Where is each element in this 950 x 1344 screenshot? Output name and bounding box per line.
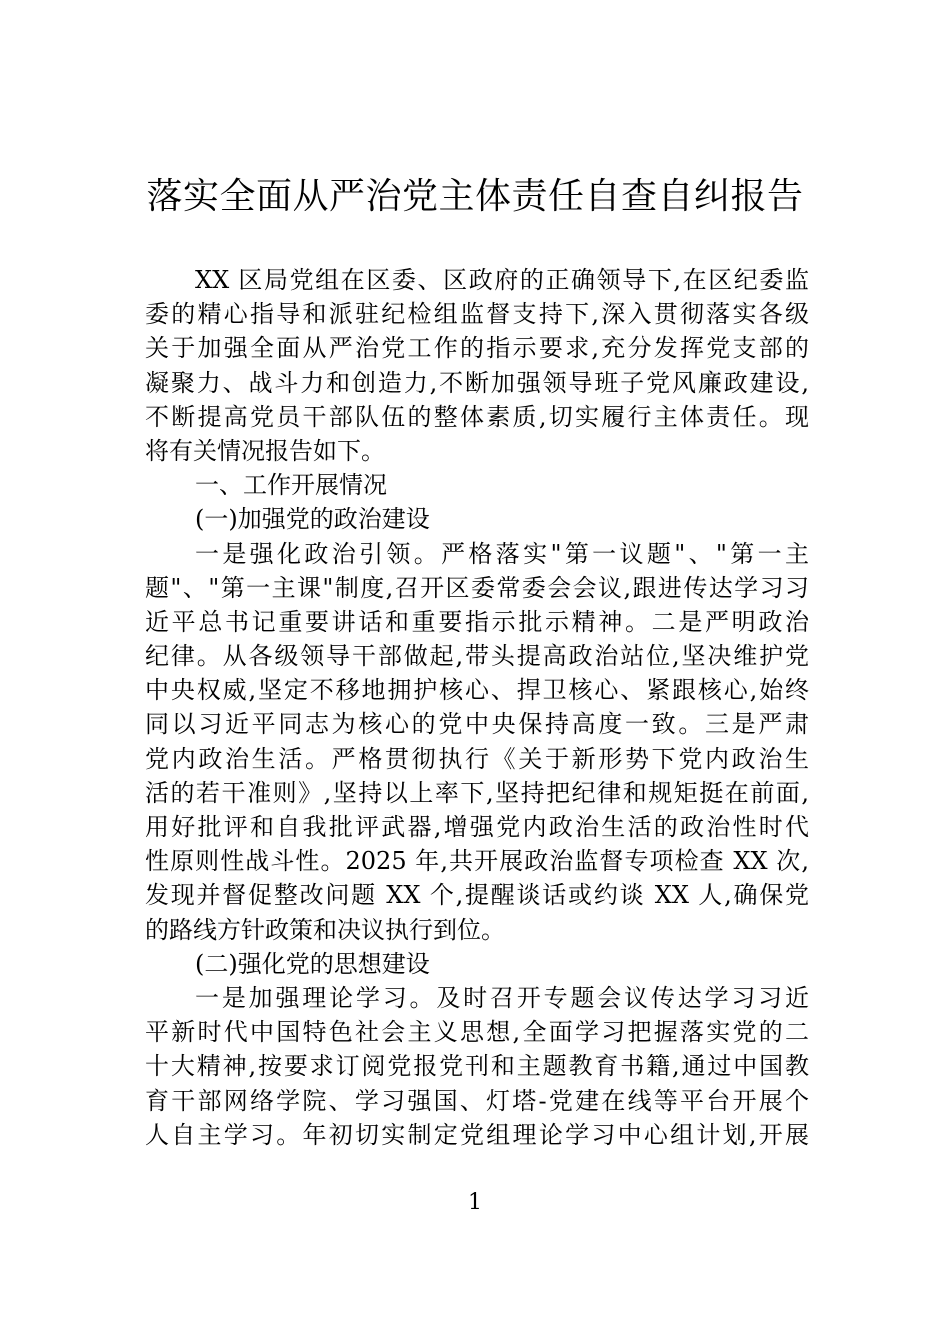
body-line: 育干部网络学院、学习强国、灯塔-党建在线等平台开展个 <box>145 1086 809 1115</box>
body-line: 活的若干准则》,坚持以上率下,坚持把纪律和规矩挺在前面, <box>145 778 809 807</box>
subsection-heading: (一)加强党的政治建设 <box>195 505 430 534</box>
body-line: 纪律。从各级领导干部做起,带头提高政治站位,坚决维护党 <box>145 642 809 671</box>
body-line: 一是加强理论学习。及时召开专题会议传达学习习近 <box>195 983 809 1012</box>
body-line: 十大精神,按要求订阅党报党刊和主题教育书籍,通过中国教 <box>145 1052 809 1081</box>
body-line: 委的精心指导和派驻纪检组监督支持下,深入贯彻落实各级 <box>145 300 809 329</box>
body-line: XX 区局党组在区委、区政府的正确领导下,在区纪委监 <box>195 266 809 294</box>
body-line: 平新时代中国特色社会主义思想,全面学习把握落实党的二 <box>145 1018 809 1047</box>
body-line: 党内政治生活。严格贯彻执行《关于新形势下党内政治生 <box>145 744 809 773</box>
body-line: 题"、"第一主课"制度,召开区委常委会会议,跟进传达学习习 <box>145 573 809 602</box>
body-line: 近平总书记重要讲话和重要指示批示精神。二是严明政治 <box>145 607 809 636</box>
body-line: 中央权威,坚定不移地拥护核心、捍卫核心、紧跟核心,始终 <box>145 676 809 705</box>
section-heading: 一、工作开展情况 <box>195 471 387 500</box>
body-line: 用好批评和自我批评武器,增强党内政治生活的政治性时代 <box>145 813 809 841</box>
document-body <box>145 263 809 1152</box>
body-line: 发现并督促整改问题 XX 个,提醒谈话或约谈 XX 人,确保党 <box>145 881 809 910</box>
document-title: 落实全面从严治党主体责任自查自纠报告 <box>146 176 804 217</box>
body-line: 一是强化政治引领。严格落实"第一议题"、"第一主 <box>195 539 809 568</box>
subsection-heading: (二)强化党的思想建设 <box>195 949 430 978</box>
body-line: 凝聚力、战斗力和创造力,不断加强领导班子党风廉政建设, <box>145 368 809 397</box>
body-line: 将有关情况报告如下。 <box>145 436 385 465</box>
body-line: 性原则性战斗性。2025 年,共开展政治监督专项检查 XX 次, <box>145 847 809 876</box>
body-line: 不断提高党员干部队伍的整体素质,切实履行主体责任。现 <box>145 402 809 431</box>
body-line: 人自主学习。年初切实制定党组理论学习中心组计划,开展 <box>145 1120 809 1149</box>
body-line: 关于加强全面从严治党工作的指示要求,充分发挥党支部的 <box>145 334 809 363</box>
body-line: 的路线方针政策和决议执行到位。 <box>145 915 505 944</box>
body-line: 同以习近平同志为核心的党中央保持高度一致。三是严肃 <box>145 710 809 739</box>
page-number: 1 <box>468 1190 482 1215</box>
